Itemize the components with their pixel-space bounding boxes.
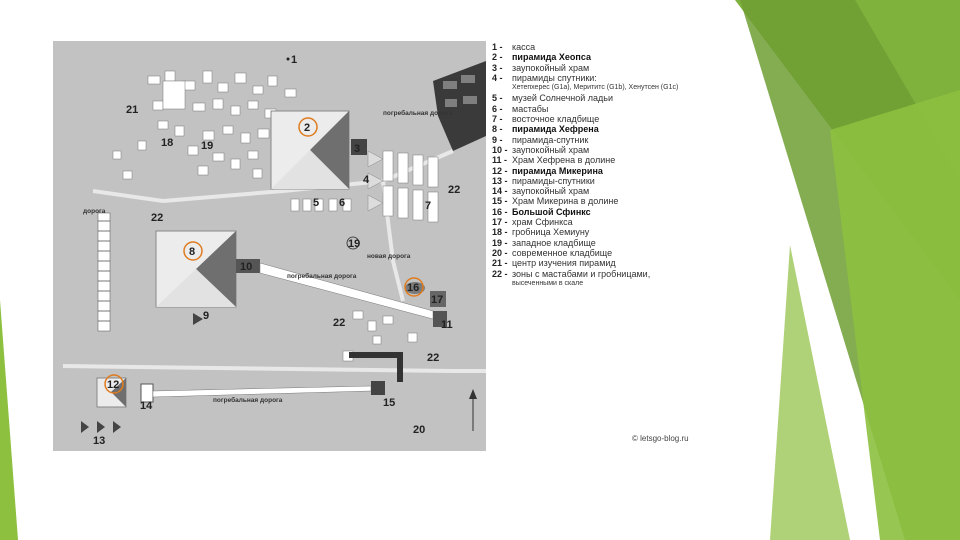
legend-item (492, 114, 732, 124)
legend-text: заупокойный храм (512, 62, 590, 73)
menkaure-valley-temple (371, 381, 385, 395)
map-label-16: 16 (407, 282, 420, 294)
map-label-8: 8 (189, 246, 196, 258)
legend-number: 12 - (492, 165, 508, 176)
legend-text: пирамида Микерина (512, 165, 603, 176)
legend-subtext: Хетепхерес (G1a), Мерититс (G1b), Хенутсен (G1c) (512, 84, 679, 92)
legend-text: современное кладбище (512, 247, 613, 258)
map-legend (492, 42, 732, 289)
legend-item (492, 258, 732, 268)
legend-item (492, 63, 732, 73)
legend-item (492, 73, 732, 83)
legend-number: 9 - (492, 134, 503, 145)
legend-number: 11 - (492, 155, 508, 166)
legend-text: западное кладбище (512, 237, 596, 248)
legend-item (492, 42, 732, 52)
map-label-3: 3 (354, 143, 361, 155)
legend-item (492, 52, 732, 62)
map-label-20: 20 (413, 424, 426, 436)
map-label-10: 10 (240, 261, 253, 273)
legend-item (492, 227, 732, 237)
legend-text: Храм Микерина в долине (512, 196, 619, 207)
legend-number: 17 - (492, 217, 508, 228)
legend-number: 7 - (492, 114, 503, 125)
pyramid-study-center (163, 81, 185, 109)
map-label-5: 5 (313, 197, 320, 209)
legend-item (492, 124, 732, 134)
map-label-14: 14 (140, 400, 153, 412)
road-label-burial-2: погребальная дорога (287, 273, 357, 280)
map-label-2: 2 (304, 122, 311, 134)
map-label-11: 11 (441, 319, 453, 331)
legend-number: 21 - (492, 258, 508, 269)
legend-number: 8 - (492, 124, 503, 135)
legend-item (492, 186, 732, 196)
legend-text: пирамида-спутник (512, 134, 589, 145)
map-label-19b: 19 (348, 238, 361, 250)
legend-text: зоны с мастабами и гробницами, (512, 268, 651, 279)
legend-item (492, 93, 732, 103)
map-label-4: 4 (363, 174, 370, 186)
legend-number: 20 - (492, 247, 508, 258)
legend-text: гробница Хемиуну (512, 227, 590, 238)
legend-number: 4 - (492, 72, 503, 83)
legend-text: центр изучения пирамид (512, 258, 616, 269)
legend-text: Большой Сфинкс (512, 206, 591, 217)
legend-number: 6 - (492, 103, 503, 114)
legend-text: заупокойный храм (512, 144, 590, 155)
satellite-pyramids-khufu (368, 151, 383, 211)
map-label-18: 18 (161, 137, 174, 149)
legend-number: 18 - (492, 227, 508, 238)
menkaure-valley-road (349, 352, 399, 358)
legend-item (492, 176, 732, 186)
legend-item (492, 248, 732, 258)
legend-item (492, 104, 732, 114)
legend-number: 14 - (492, 186, 508, 197)
legend-item (492, 155, 732, 165)
map-label-22a: 22 (151, 212, 164, 224)
legend-number: 19 - (492, 237, 508, 248)
green-triangle-left (0, 300, 18, 540)
legend-number: 5 - (492, 93, 503, 104)
legend-number: 3 - (492, 62, 503, 73)
legend-text: восточное кладбище (512, 114, 600, 125)
source-credit: © letsgo-blog.ru (632, 434, 689, 443)
marker-1-dot (287, 58, 290, 61)
legend-item (492, 166, 732, 176)
map-label-22b: 22 (448, 184, 461, 196)
road-label-burial-3: погребальная дорога (213, 397, 283, 404)
legend-number: 1 - (492, 42, 503, 52)
legend-number: 16 - (492, 206, 508, 217)
map-label-1: 1 (291, 54, 298, 66)
map-label-6: 6 (339, 197, 346, 209)
map-label-17: 17 (431, 294, 444, 306)
map-label-21: 21 (126, 104, 139, 116)
legend-number: 2 - (492, 52, 503, 63)
legend-item (492, 238, 732, 248)
map-label-15: 15 (383, 397, 396, 409)
road-label-road: дорога (83, 208, 106, 215)
legend-number: 10 - (492, 144, 508, 155)
map-label-12: 12 (107, 379, 120, 391)
legend-item (492, 135, 732, 145)
legend-number: 15 - (492, 196, 508, 207)
map-label-22d: 22 (427, 352, 440, 364)
legend-subtext: высеченными в скале (512, 279, 584, 287)
legend-number: 22 - (492, 268, 508, 279)
legend-text: пирамиды-спутники (512, 175, 595, 186)
legend-text: храм Сфинкса (512, 217, 573, 228)
road-label-new: новая дорога (367, 253, 411, 260)
legend-text: Храм Хефрена в долине (512, 155, 616, 166)
legend-item (492, 145, 732, 155)
legend-item (492, 196, 732, 206)
legend-text: пирамиды спутники: (512, 72, 597, 83)
map-label-9: 9 (203, 310, 210, 322)
legend-text: мастабы (512, 103, 549, 114)
legend-item (492, 207, 732, 217)
legend-text: музей Солнечной ладьи (512, 93, 613, 104)
legend-text: пирамида Хефрена (512, 124, 599, 135)
legend-number: 13 - (492, 175, 508, 186)
map-label-7: 7 (425, 200, 432, 212)
legend-item (492, 269, 732, 279)
legend-text: касса (512, 42, 536, 52)
giza-plateau-map (53, 41, 486, 451)
map-label-13: 13 (93, 435, 106, 447)
map-label-22c: 22 (333, 317, 346, 329)
legend-text: пирамида Хеопса (512, 52, 591, 63)
road-label-burial-1: погребальная дорога (383, 110, 453, 117)
legend-text: заупокойный храм (512, 186, 590, 197)
legend-item (492, 217, 732, 227)
map-label-19: 19 (201, 140, 214, 152)
